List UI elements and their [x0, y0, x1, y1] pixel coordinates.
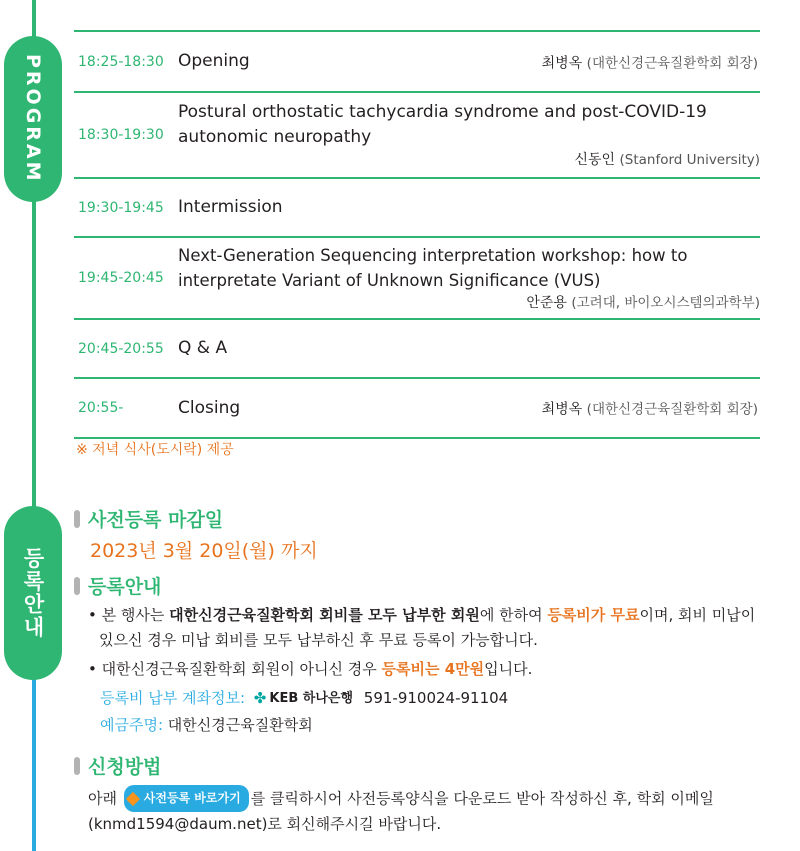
register-tab — [4, 506, 62, 680]
section-bar — [74, 577, 80, 595]
account-number: 591-910024-91104 — [363, 689, 509, 707]
schedule-title: Intermission — [178, 197, 283, 217]
schedule-title: Opening — [178, 51, 250, 71]
schedule-speaker: 최병옥 (대한신경근육질환학회 회장) — [541, 401, 758, 418]
schedule-time: 18:30-19:30 — [78, 127, 164, 143]
schedule-title: Postural orthostatic tachycardia syndrome and post-COVID-19 autonomic neuropathy — [178, 102, 707, 147]
register-tab-label: 등록안내 — [21, 547, 45, 639]
bank-logo: ✤ KEB 하나은행 — [254, 686, 353, 711]
apply-text: 아래 사전등록 바로가기 를 클릭하시어 사전등록양식을 다운로드 받아 작성하신 후, 학회 이메일 (knmd1594@daum.net)로 회신해주시길 바랍니다. — [88, 785, 714, 837]
schedule-time: 20:55- — [78, 400, 124, 416]
program-tab — [4, 36, 62, 202]
schedule-time: 19:45-20:45 — [78, 270, 164, 286]
schedule-row — [74, 91, 760, 177]
schedule-row — [74, 318, 760, 377]
schedule-speaker: 신동인 (Stanford University) — [574, 152, 760, 168]
program-schedule — [74, 30, 760, 439]
schedule-row — [74, 236, 760, 318]
apply-shortcut-button[interactable]: 사전등록 바로가기 — [124, 785, 249, 812]
info-bullet-1: • 본 행사는 대한신경근육질환학회 회비를 모두 납부한 회원에 한하여 등록비가 무료이며, 회비 미납이 있으신 경우 미납 회비를 모두 납부하신 후 무료 등록이 가능합니다. — [88, 606, 756, 649]
schedule-time: 20:45-20:55 — [78, 340, 164, 357]
schedule-title: Closing — [178, 397, 241, 418]
schedule-title: Next-Generation Sequencing interpretation workshop: how to interpretate Variant of Unknown Significance (VUS) — [178, 246, 688, 290]
diamond-icon — [126, 791, 140, 805]
deadline-date: 2023년 3월 20일(월) 까지 — [90, 540, 318, 562]
dinner-note: ※ 저녁 식사(도시락) 제공 — [76, 442, 234, 458]
section-bar — [74, 757, 80, 775]
program-tab-label: PROGRAM — [22, 54, 44, 184]
info-heading: 등록안내 — [74, 572, 161, 599]
account-info: 등록비 납부 계좌정보: ✤ KEB 하나은행 591-910024-91104 — [100, 686, 508, 711]
schedule-time: 18:25-18:30 — [78, 53, 164, 70]
schedule-row — [74, 30, 760, 91]
apply-heading: 신청방법 — [74, 752, 161, 779]
schedule-row — [74, 377, 760, 439]
schedule-row — [74, 177, 760, 236]
schedule-speaker: 안준용 (고려대, 바이오시스템의과학부) — [526, 295, 760, 311]
info-bullet-2: • 대한신경근육질환학회 회원이 아니신 경우 등록비는 4만원입니다. — [88, 660, 533, 678]
schedule-speaker: 최병옥 (대한신경근육질환학회 회장) — [541, 55, 758, 71]
section-bar — [74, 510, 80, 528]
schedule-time: 19:30-19:45 — [78, 199, 164, 216]
account-holder: 예금주명: 대한신경근육질환학회 — [100, 716, 313, 734]
schedule-title: Q & A — [178, 338, 228, 358]
bank-logo-icon: ✤ — [253, 689, 267, 707]
deadline-heading: 사전등록 마감일 — [74, 505, 223, 532]
